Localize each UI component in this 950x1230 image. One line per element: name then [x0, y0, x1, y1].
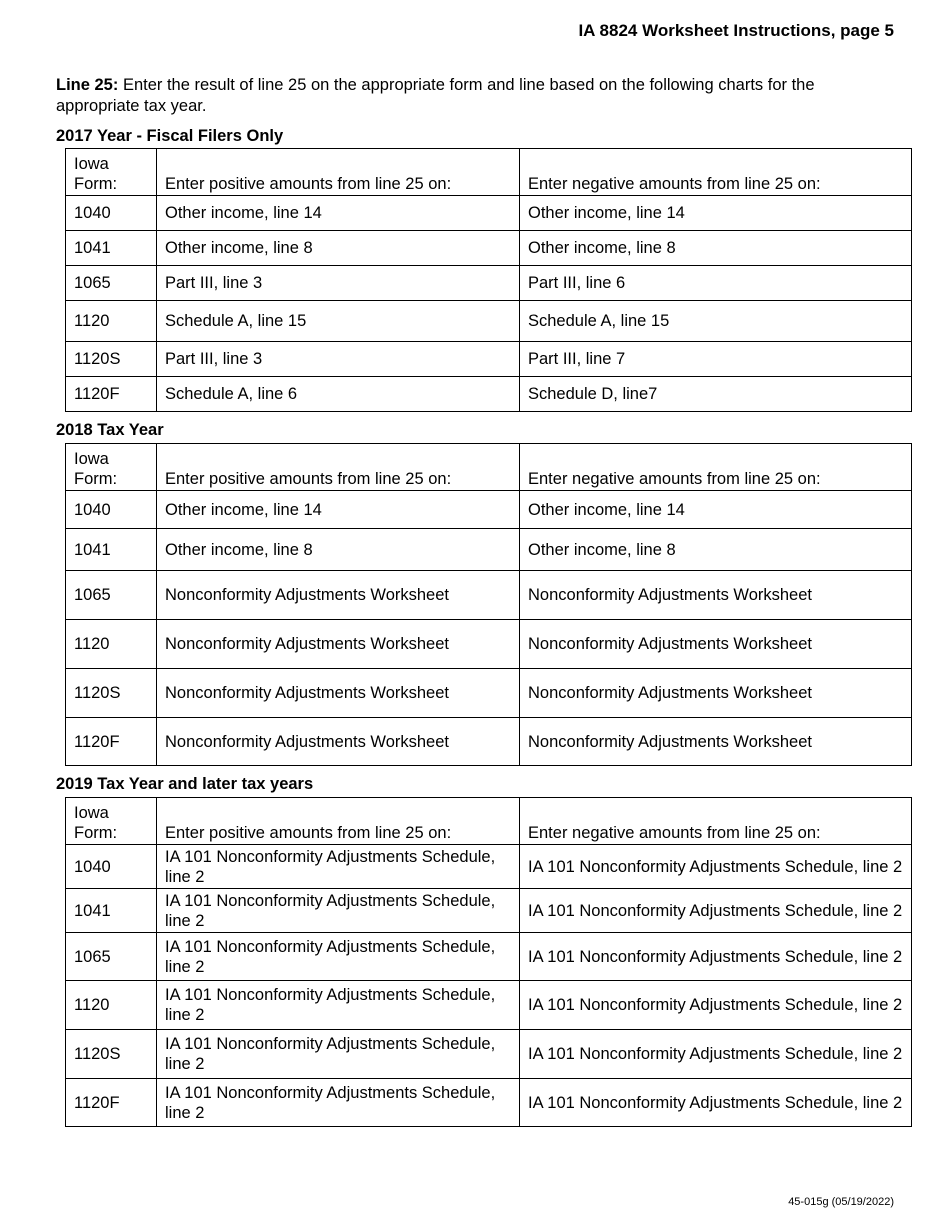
- positive-cell: Other income, line 8: [157, 529, 520, 571]
- table-row: [66, 1079, 912, 1127]
- table-row: [66, 889, 912, 933]
- table-row: [66, 266, 912, 301]
- negative-cell: IA 101 Nonconformity Adjustments Schedule, line 2: [520, 889, 912, 933]
- column-header-positive: Enter positive amounts from line 25 on:: [157, 444, 520, 491]
- table-row: [66, 933, 912, 981]
- negative-cell: Other income, line 8: [520, 231, 912, 266]
- negative-cell: IA 101 Nonconformity Adjustments Schedule, line 2: [520, 1079, 912, 1127]
- negative-cell: Nonconformity Adjustments Worksheet: [520, 718, 912, 766]
- section-title-2017: 2017 Year - Fiscal Filers Only: [56, 127, 284, 145]
- form-cell: 1065: [66, 571, 157, 620]
- negative-cell: Nonconformity Adjustments Worksheet: [520, 571, 912, 620]
- positive-cell: Other income, line 8: [157, 231, 520, 266]
- table-row: [66, 301, 912, 342]
- positive-cell: Nonconformity Adjustments Worksheet: [157, 571, 520, 620]
- negative-cell: Other income, line 14: [520, 491, 912, 529]
- table-row: [66, 845, 912, 889]
- negative-cell: IA 101 Nonconformity Adjustments Schedule, line 2: [520, 981, 912, 1030]
- intro-label: Line 25:: [56, 76, 119, 94]
- negative-cell: Part III, line 7: [520, 342, 912, 377]
- table-2019: [65, 797, 912, 1127]
- form-cell: 1065: [66, 266, 157, 301]
- positive-cell: Other income, line 14: [157, 491, 520, 529]
- table-row: [66, 342, 912, 377]
- form-cell: 1041: [66, 231, 157, 266]
- positive-cell: IA 101 Nonconformity Adjustments Schedule, line 2: [157, 981, 520, 1030]
- table-row: [66, 1030, 912, 1079]
- section-title-2019: 2019 Tax Year and later tax years: [56, 775, 314, 793]
- positive-cell: IA 101 Nonconformity Adjustments Schedule, line 2: [157, 845, 520, 889]
- table-row: [66, 981, 912, 1030]
- form-cell: 1065: [66, 933, 157, 981]
- section-title-2018: 2018 Tax Year: [56, 421, 164, 439]
- positive-cell: Nonconformity Adjustments Worksheet: [157, 718, 520, 766]
- form-cell: 1120F: [66, 718, 157, 766]
- table-row: [66, 377, 912, 412]
- form-cell: 1040: [66, 196, 157, 231]
- positive-cell: Schedule A, line 6: [157, 377, 520, 412]
- intro-paragraph: [56, 75, 896, 117]
- negative-cell: Schedule D, line7: [520, 377, 912, 412]
- form-cell: 1120S: [66, 1030, 157, 1079]
- negative-cell: IA 101 Nonconformity Adjustments Schedule, line 2: [520, 845, 912, 889]
- positive-cell: IA 101 Nonconformity Adjustments Schedule, line 2: [157, 1079, 520, 1127]
- column-header-form: Iowa Form:: [66, 149, 157, 196]
- page-title: IA 8824 Worksheet Instructions, page 5: [578, 21, 894, 40]
- negative-cell: Nonconformity Adjustments Worksheet: [520, 669, 912, 718]
- table-header-row: [66, 798, 912, 845]
- positive-cell: IA 101 Nonconformity Adjustments Schedule, line 2: [157, 933, 520, 981]
- positive-cell: Schedule A, line 15: [157, 301, 520, 342]
- table-row: [66, 529, 912, 571]
- negative-cell: Other income, line 8: [520, 529, 912, 571]
- table-row: [66, 620, 912, 669]
- table-header-row: [66, 444, 912, 491]
- column-header-negative: Enter negative amounts from line 25 on:: [520, 149, 912, 196]
- column-header-form: Iowa Form:: [66, 444, 157, 491]
- positive-cell: IA 101 Nonconformity Adjustments Schedule, line 2: [157, 1030, 520, 1079]
- form-cell: 1120S: [66, 342, 157, 377]
- column-header-form: Iowa Form:: [66, 798, 157, 845]
- positive-cell: Nonconformity Adjustments Worksheet: [157, 620, 520, 669]
- positive-cell: IA 101 Nonconformity Adjustments Schedule, line 2: [157, 889, 520, 933]
- positive-cell: Other income, line 14: [157, 196, 520, 231]
- column-header-negative: Enter negative amounts from line 25 on:: [520, 798, 912, 845]
- intro-text: Enter the result of line 25 on the appropriate form and line based on the following charts for the appropriate tax year.: [56, 76, 815, 115]
- positive-cell: Nonconformity Adjustments Worksheet: [157, 669, 520, 718]
- table-2018: [65, 443, 912, 766]
- form-cell: 1120: [66, 620, 157, 669]
- form-cell: 1120F: [66, 1079, 157, 1127]
- form-cell: 1041: [66, 889, 157, 933]
- negative-cell: Part III, line 6: [520, 266, 912, 301]
- form-revision-code: 45-015g (05/19/2022): [788, 1196, 894, 1208]
- table-row: [66, 196, 912, 231]
- column-header-negative: Enter negative amounts from line 25 on:: [520, 444, 912, 491]
- form-cell: 1041: [66, 529, 157, 571]
- form-cell: 1120F: [66, 377, 157, 412]
- table-row: [66, 491, 912, 529]
- negative-cell: Schedule A, line 15: [520, 301, 912, 342]
- form-cell: 1120S: [66, 669, 157, 718]
- table-header-row: [66, 149, 912, 196]
- table-row: [66, 669, 912, 718]
- negative-cell: Other income, line 14: [520, 196, 912, 231]
- table-2017: [65, 148, 912, 412]
- form-cell: 1120: [66, 301, 157, 342]
- positive-cell: Part III, line 3: [157, 342, 520, 377]
- form-cell: 1120: [66, 981, 157, 1030]
- negative-cell: IA 101 Nonconformity Adjustments Schedule, line 2: [520, 1030, 912, 1079]
- positive-cell: Part III, line 3: [157, 266, 520, 301]
- table-row: [66, 718, 912, 766]
- column-header-positive: Enter positive amounts from line 25 on:: [157, 798, 520, 845]
- negative-cell: IA 101 Nonconformity Adjustments Schedule, line 2: [520, 933, 912, 981]
- table-row: [66, 231, 912, 266]
- column-header-positive: Enter positive amounts from line 25 on:: [157, 149, 520, 196]
- form-cell: 1040: [66, 491, 157, 529]
- negative-cell: Nonconformity Adjustments Worksheet: [520, 620, 912, 669]
- table-row: [66, 571, 912, 620]
- form-cell: 1040: [66, 845, 157, 889]
